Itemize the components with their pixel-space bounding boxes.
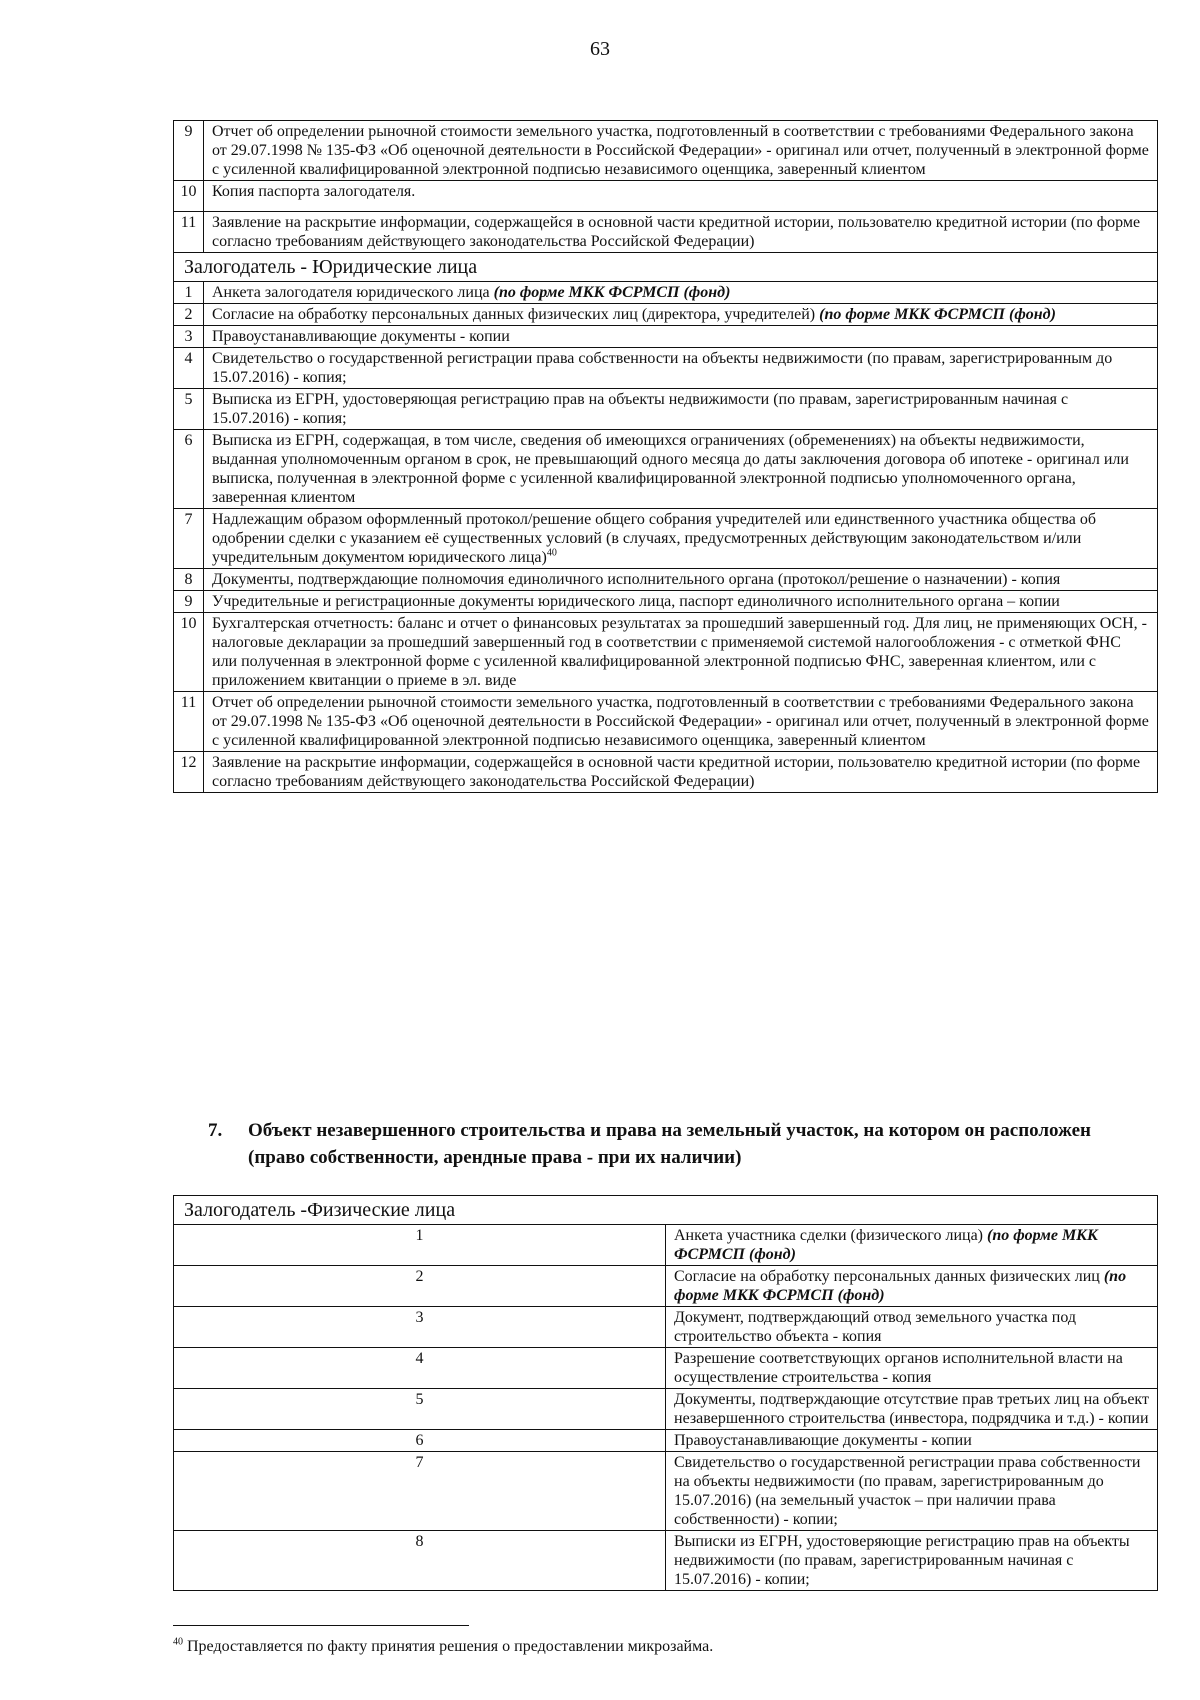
table-row	[174, 1225, 1158, 1266]
table-row	[174, 304, 1158, 326]
row-number: 3	[174, 1307, 666, 1348]
row-number: 5	[174, 1389, 666, 1430]
table-row	[174, 1266, 1158, 1307]
footnote-text: Предоставляется по факту принятия решения о предоставлении микрозайма.	[183, 1638, 714, 1655]
heading-number: 7.	[208, 1120, 223, 1141]
row-number: 4	[174, 348, 204, 389]
row-text: Надлежащим образом оформленный протокол/решение общего собрания учредителей или единственного участника общества об одобрении сделки с указанием её существенных условий (в случаях, предусмотренных действующим законодательством и/или учредительным документом юридического лица)$^{40}$	[204, 509, 1158, 569]
documents-table-legal	[173, 120, 1158, 793]
row-text: Анкета участника сделки (физического лица) (по форме МКК ФСРМСП (фонд)	[666, 1225, 1158, 1266]
table-row	[174, 569, 1158, 591]
row-number: 8	[174, 1531, 666, 1591]
row-text: Заявление на раскрытие информации, содержащейся в основной части кредитной истории, пользователю кредитной истории (по форме согласно требованиям действующего законодательства Российской Федерации)	[204, 212, 1158, 253]
section-title-individuals: Залогодатель -Физические лица	[174, 1196, 1158, 1225]
form-note: (по форме МКК ФСРМСП (фонд)	[493, 284, 731, 301]
row-number: 10	[174, 613, 204, 692]
row-text: Разрешение соответствующих органов исполнительной власти на осуществление строительства - копия	[666, 1348, 1158, 1389]
table-row	[174, 1531, 1158, 1591]
row-text: Выписки из ЕГРН, удостоверяющие регистрацию прав на объекты недвижимости (по правам, зарегистрированным начиная с 15.07.2016) - копии;	[666, 1531, 1158, 1591]
table-row	[174, 430, 1158, 509]
row-number: 1	[174, 1225, 666, 1266]
row-number: 2	[174, 1266, 666, 1307]
section-header-row	[174, 253, 1158, 282]
row-number: 5	[174, 389, 204, 430]
row-text: Отчет об определении рыночной стоимости земельного участка, подготовленный в соответствии с требованиями Федерального закона от 29.07.1998 № 135-ФЗ «Об оценочной деятельности в Российской Федерации» - оригинал или отчет, полученный в электронной форме с усиленной квалифицированной электронной подписью независимого оценщика, заверенный клиентом	[204, 121, 1158, 181]
row-number: 1	[174, 282, 204, 304]
heading-text: Объект незавершенного строительства и права на земельный участок, на котором он расположен (право собственности, арендные права - при их наличии)	[248, 1120, 1091, 1168]
row-text: Правоустанавливающие документы - копии	[666, 1430, 1158, 1452]
footnote-divider	[173, 1625, 469, 1626]
table-row	[174, 752, 1158, 793]
table-row	[174, 591, 1158, 613]
table-row	[174, 1348, 1158, 1389]
section-header-row	[174, 1196, 1158, 1225]
footnote-ref: 40	[546, 547, 557, 559]
table-row	[174, 1452, 1158, 1531]
table-row	[174, 1430, 1158, 1452]
row-number: 9	[174, 121, 204, 181]
row-text: Документ, подтверждающий отвод земельного участка под строительство объекта - копия	[666, 1307, 1158, 1348]
footnote	[173, 1638, 713, 1656]
row-text: Правоустанавливающие документы - копии	[204, 326, 1158, 348]
row-text: Свидетельство о государственной регистрации права собственности на объекты недвижимости (по правам, зарегистрированным до 15.07.2016) - копия;	[204, 348, 1158, 389]
section-heading-7	[208, 1117, 1148, 1171]
row-text: Заявление на раскрытие информации, содержащейся в основной части кредитной истории, пользователю кредитной истории (по форме согласно требованиям действующего законодательства Российской Федерации)	[204, 752, 1158, 793]
row-text: Анкета залогодателя юридического лица (по форме МКК ФСРМСП (фонд)	[204, 282, 1158, 304]
row-number: 11	[174, 212, 204, 253]
row-text: Бухгалтерская отчетность: баланс и отчет о финансовых результатах за прошедший завершенный год. Для лиц, не применяющих ОСН, - налоговые декларации за прошедший завершенный год в соответствии с применяемой системой налогообложения - с отметкой ФНС или полученная в электронной форме с усиленной квалифицированной электронной подписью ФНС, заверенная клиентом, или с приложением квитанции о приеме в эл. виде	[204, 613, 1158, 692]
section-title-legal-entities: Залогодатель - Юридические лица	[174, 253, 1158, 282]
row-number: 7	[174, 1452, 666, 1531]
table-row	[174, 613, 1158, 692]
row-text: Свидетельство о государственной регистрации права собственности на объекты недвижимости (по правам, зарегистрированным до 15.07.2016) (на земельный участок – при наличии права собственности) - копии;	[666, 1452, 1158, 1531]
documents-table-individuals	[173, 1195, 1158, 1591]
row-text: Выписка из ЕГРН, удостоверяющая регистрацию прав на объекты недвижимости (по правам, зарегистрированным начиная с 15.07.2016) - копия;	[204, 389, 1158, 430]
form-note: (по форме МКК ФСРМСП (фонд)	[819, 306, 1056, 323]
row-text: Документы, подтверждающие отсутствие прав третьих лиц на объект незавершенного строительства (инвестора, подрядчика и т.д.) - копии	[666, 1389, 1158, 1430]
row-text: Выписка из ЕГРН, содержащая, в том числе, сведения об имеющихся ограничениях (обременениях) на объекты недвижимости, выданная уполномоченным органом в срок, не превышающий одного месяца до даты заключения договора об ипотеке - оригинал или выписка, полученная в электронной форме с усиленной квалифицированной электронной подписью уполномоченного органа, заверенная клиентом	[204, 430, 1158, 509]
table-row	[174, 1307, 1158, 1348]
row-number: 8	[174, 569, 204, 591]
row-number: 3	[174, 326, 204, 348]
row-number: 6	[174, 1430, 666, 1452]
table-row	[174, 348, 1158, 389]
footnote-marker: 40	[173, 1636, 183, 1648]
row-text: Учредительные и регистрационные документы юридического лица, паспорт единоличного исполнительного органа – копии	[204, 591, 1158, 613]
row-number: 6	[174, 430, 204, 509]
row-number: 2	[174, 304, 204, 326]
row-text: Копия паспорта залогодателя.	[204, 181, 1158, 212]
table-row	[174, 1389, 1158, 1430]
row-text: Документы, подтверждающие полномочия единоличного исполнительного органа (протокол/решение о назначении) - копия	[204, 569, 1158, 591]
table-row	[174, 212, 1158, 253]
table-row	[174, 389, 1158, 430]
table-row	[174, 181, 1158, 212]
page-number: 63	[590, 38, 610, 60]
form-note: (по форме МКК ФСРМСП (фонд)	[674, 1268, 1127, 1304]
table-row	[174, 282, 1158, 304]
row-number: 9	[174, 591, 204, 613]
row-number: 11	[174, 692, 204, 752]
row-number: 7	[174, 509, 204, 569]
table-row	[174, 509, 1158, 569]
form-note: (по форме МКК ФСРМСП (фонд)	[674, 1227, 1098, 1263]
row-text: Согласие на обработку персональных данных физических лиц (директора, учредителей) (по форме МКК ФСРМСП (фонд)	[204, 304, 1158, 326]
table-row	[174, 692, 1158, 752]
row-number: 10	[174, 181, 204, 212]
table-row	[174, 326, 1158, 348]
table-row	[174, 121, 1158, 181]
row-number: 4	[174, 1348, 666, 1389]
row-number: 12	[174, 752, 204, 793]
row-text: Согласие на обработку персональных данных физических лиц (по форме МКК ФСРМСП (фонд)	[666, 1266, 1158, 1307]
row-text: Отчет об определении рыночной стоимости земельного участка, подготовленный в соответствии с требованиями Федерального закона от 29.07.1998 № 135-ФЗ «Об оценочной деятельности в Российской Федерации» - оригинал или отчет, полученный в электронной форме с усиленной квалифицированной электронной подписью независимого оценщика, заверенный клиентом	[204, 692, 1158, 752]
